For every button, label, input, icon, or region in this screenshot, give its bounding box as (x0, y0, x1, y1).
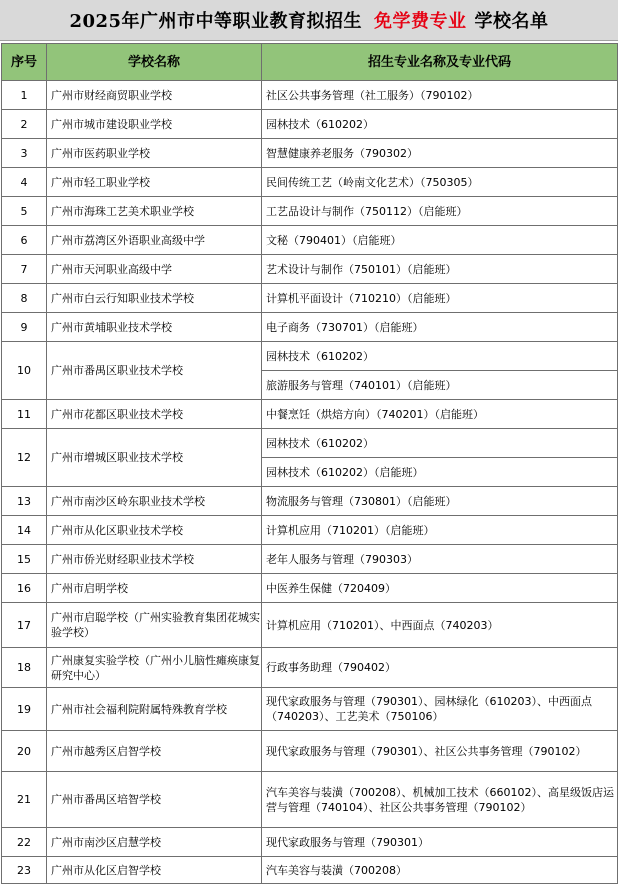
major-cell: 园林技术（610202）（启能班） (262, 458, 618, 487)
table-row (2, 313, 618, 342)
table-row (2, 487, 618, 516)
major-cell: 老年人服务与管理（790303） (262, 545, 618, 574)
table-row (2, 400, 618, 429)
header-majors: 招生专业名称及专业代码 (262, 44, 618, 81)
row-number: 3 (2, 139, 47, 168)
row-number: 17 (2, 603, 47, 648)
school-name: 广州市从化区启智学校 (47, 857, 262, 884)
title-highlight: 免学费专业 (374, 11, 467, 32)
row-number: 12 (2, 429, 47, 487)
row-number: 5 (2, 197, 47, 226)
page-title (0, 0, 618, 41)
table-row (2, 648, 618, 688)
row-number: 21 (2, 772, 47, 828)
row-number: 10 (2, 342, 47, 400)
school-table (1, 43, 618, 884)
school-name: 广州市财经商贸职业学校 (47, 81, 262, 110)
major-cell: 现代家政服务与管理（790301） (262, 828, 618, 857)
row-number: 6 (2, 226, 47, 255)
row-number: 22 (2, 828, 47, 857)
row-number: 2 (2, 110, 47, 139)
major-cell: 社区公共事务管理（社工服务）（790102） (262, 81, 618, 110)
school-name: 广州康复实验学校（广州小儿脑性瘫痪康复研究中心） (47, 648, 262, 688)
row-number: 7 (2, 255, 47, 284)
table-row (2, 168, 618, 197)
table-row (2, 688, 618, 731)
major-cell: 现代家政服务与管理（790301）、社区公共事务管理（790102） (262, 731, 618, 772)
major-cell: 旅游服务与管理（740101）（启能班） (262, 371, 618, 400)
table-row (2, 603, 618, 648)
major-cell: 工艺品设计与制作（750112）（启能班） (262, 197, 618, 226)
school-name: 广州市轻工职业学校 (47, 168, 262, 197)
table-row (2, 197, 618, 226)
row-number: 16 (2, 574, 47, 603)
table-row (2, 110, 618, 139)
major-cell: 电子商务（730701）（启能班） (262, 313, 618, 342)
school-name: 广州市医药职业学校 (47, 139, 262, 168)
table-row (2, 81, 618, 110)
school-name: 广州市增城区职业技术学校 (47, 429, 262, 487)
header-no: 序号 (2, 44, 47, 81)
school-name: 广州市南沙区岭东职业技术学校 (47, 487, 262, 516)
table-row (2, 284, 618, 313)
major-cell: 园林技术（610202） (262, 429, 618, 458)
row-number: 9 (2, 313, 47, 342)
major-cell: 汽车美容与装潢（700208） (262, 857, 618, 884)
row-number: 18 (2, 648, 47, 688)
row-number: 4 (2, 168, 47, 197)
school-name: 广州市南沙区启慧学校 (47, 828, 262, 857)
school-name: 广州市荔湾区外语职业高级中学 (47, 226, 262, 255)
table-row (2, 857, 618, 884)
school-name: 广州市社会福利院附属特殊教育学校 (47, 688, 262, 731)
major-cell: 文秘（790401）（启能班） (262, 226, 618, 255)
row-number: 14 (2, 516, 47, 545)
row-number: 23 (2, 857, 47, 884)
header-school: 学校名称 (47, 44, 262, 81)
major-cell: 艺术设计与制作（750101）（启能班） (262, 255, 618, 284)
major-cell: 现代家政服务与管理（790301）、园林绿化（610203）、中西面点（740203）、工艺美术（750106） (262, 688, 618, 731)
major-cell: 物流服务与管理（730801）（启能班） (262, 487, 618, 516)
school-name: 广州市海珠工艺美术职业学校 (47, 197, 262, 226)
table-row (2, 545, 618, 574)
school-name: 广州市天河职业高级中学 (47, 255, 262, 284)
title-suffix: 学校名单 (474, 11, 549, 32)
school-name: 广州市番禺区职业技术学校 (47, 342, 262, 400)
major-cell: 园林技术（610202） (262, 342, 618, 371)
school-name: 广州市番禺区培智学校 (47, 772, 262, 828)
school-name: 广州市白云行知职业技术学校 (47, 284, 262, 313)
school-name: 广州市花都区职业技术学校 (47, 400, 262, 429)
major-cell: 中餐烹饪（烘焙方向）（740201）（启能班） (262, 400, 618, 429)
major-cell: 行政事务助理（790402） (262, 648, 618, 688)
major-cell: 中医养生保健（720409） (262, 574, 618, 603)
row-number: 15 (2, 545, 47, 574)
school-name: 广州市侨光财经职业技术学校 (47, 545, 262, 574)
major-cell: 计算机应用（710201）、中西面点（740203） (262, 603, 618, 648)
school-name: 广州市启聪学校（广州实验教育集团花城实验学校） (47, 603, 262, 648)
table-row (2, 828, 618, 857)
table-row (2, 574, 618, 603)
major-cell: 计算机应用（710201）（启能班） (262, 516, 618, 545)
school-name: 广州市黄埔职业技术学校 (47, 313, 262, 342)
row-number: 19 (2, 688, 47, 731)
title-prefix: 2025年广州市中等职业教育拟招生 (69, 11, 363, 32)
table-row (2, 516, 618, 545)
table-row (2, 226, 618, 255)
row-number: 11 (2, 400, 47, 429)
table-row (2, 772, 618, 828)
table-row (2, 342, 618, 371)
row-number: 13 (2, 487, 47, 516)
major-cell: 计算机平面设计（710210）（启能班） (262, 284, 618, 313)
table-body (2, 81, 618, 884)
school-name: 广州市越秀区启智学校 (47, 731, 262, 772)
school-name: 广州市从化区职业技术学校 (47, 516, 262, 545)
major-cell: 园林技术（610202） (262, 110, 618, 139)
major-cell: 智慧健康养老服务（790302） (262, 139, 618, 168)
row-number: 1 (2, 81, 47, 110)
table-row (2, 255, 618, 284)
row-number: 20 (2, 731, 47, 772)
school-name: 广州市城市建设职业学校 (47, 110, 262, 139)
major-cell: 民间传统工艺（岭南文化艺术）（750305） (262, 168, 618, 197)
table-row (2, 139, 618, 168)
row-number: 8 (2, 284, 47, 313)
school-name: 广州市启明学校 (47, 574, 262, 603)
table-header-row (2, 44, 618, 81)
table-row (2, 429, 618, 458)
table-row (2, 731, 618, 772)
major-cell: 汽车美容与装潢（700208）、机械加工技术（660102）、高星级饭店运营与管理（740104）、社区公共事务管理（790102） (262, 772, 618, 828)
